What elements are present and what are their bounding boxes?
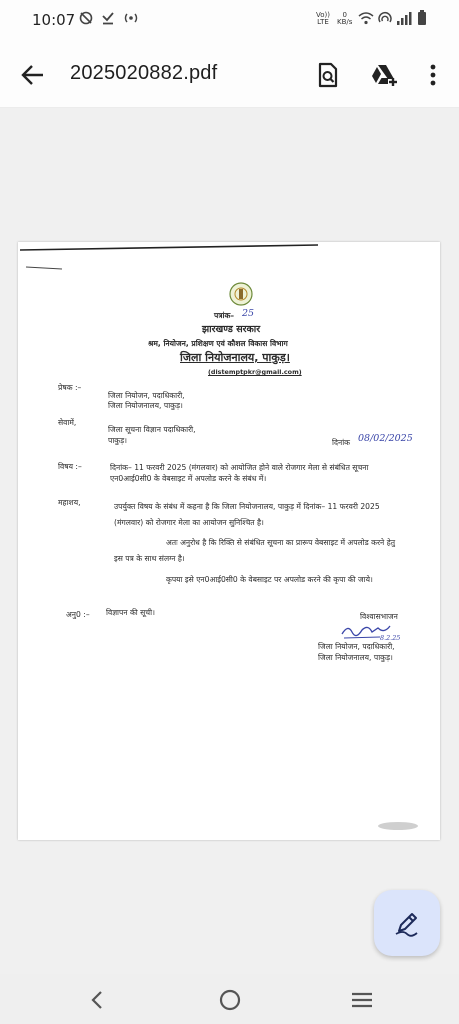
state-emblem-icon bbox=[228, 282, 254, 306]
dept-name: श्रम, नियोजन, प्रशिक्षण एवं कौशल विकास विभाग bbox=[148, 339, 288, 348]
more-vert-icon[interactable] bbox=[418, 60, 448, 90]
body-line-1: उपर्युक्त विषय के संबंध में कहना है कि जिला नियोजनालय, पाकुड़ में दिनांक– 11 फरवरी 2025 bbox=[114, 502, 380, 511]
recipient-line-1: जिला सूचना विज्ञान पदाधिकारी, bbox=[108, 425, 196, 434]
status-bar bbox=[0, 0, 459, 40]
subject-line-2: एन0आई0सी0 के वेबसाइट में अपलोड करने के संबंध में। bbox=[110, 474, 267, 483]
pdf-viewer[interactable] bbox=[0, 108, 459, 974]
download-done-icon bbox=[100, 10, 116, 26]
nav-back-icon[interactable] bbox=[84, 986, 112, 1014]
speed-unit: KB/s bbox=[337, 18, 353, 26]
ref-number: 25 bbox=[242, 308, 255, 319]
file-title: 2025020882.pdf bbox=[70, 62, 218, 84]
body-line-2: (मंगलवार) को रोजगार मेला का आयोजन सुनिश्चित है। bbox=[114, 518, 264, 527]
app-bar bbox=[0, 40, 459, 108]
volte-top: Vo)) bbox=[316, 11, 330, 19]
office-email: (distemptpkr@gmail.com) bbox=[208, 368, 302, 376]
edit-pen-icon bbox=[393, 909, 421, 937]
enclosure-label: अनु0 :– bbox=[66, 610, 90, 619]
speed-value: 0 bbox=[342, 11, 347, 19]
signal-icon bbox=[396, 10, 412, 26]
status-time: 10:07 bbox=[32, 11, 76, 29]
system-nav-bar bbox=[0, 974, 459, 1024]
sender-line-2: जिला नियोजनालय, पाकुड़। bbox=[108, 401, 183, 410]
scan-smudge bbox=[376, 820, 420, 832]
hotspot-alt-icon bbox=[377, 10, 393, 26]
body-line-4: इस पत्र के साथ संलग्न है। bbox=[114, 554, 185, 563]
closing-text: विश्वासभाजन bbox=[360, 612, 398, 621]
battery-icon bbox=[417, 10, 427, 26]
sender-label: प्रेषक :– bbox=[58, 383, 82, 392]
search-document-icon[interactable] bbox=[313, 60, 343, 90]
network-speed bbox=[337, 12, 352, 26]
date-label: दिनांक bbox=[332, 438, 351, 447]
recipient-label: सेवामें, bbox=[58, 418, 77, 427]
gov-title: झारखण्ड सरकार bbox=[202, 324, 261, 335]
body-line-3: अतः अनुरोध है कि रिक्ति से संबंधित सूचना का प्रारूप वेबसाइट में अपलोड करने हेतु bbox=[166, 538, 396, 547]
salutation: महाशय, bbox=[58, 498, 81, 507]
signature-date: 8.2.25 bbox=[380, 634, 401, 642]
back-arrow-icon[interactable] bbox=[18, 60, 48, 90]
scan-edge-line bbox=[18, 242, 440, 272]
subject-line-1: दिनांक– 11 फरवरी 2025 (मंगलवार) को आयोजित होने वाले रोजगार मेला से संबंधित सूचना bbox=[110, 463, 369, 472]
date-value: 08/02/2025 bbox=[358, 433, 413, 444]
pdf-page[interactable] bbox=[18, 242, 440, 840]
ref-label: पत्रांक– bbox=[214, 311, 235, 320]
body-line-5: कृपया इसे एन0आई0सी0 के वेबसाइट पर अपलोड करने की कृपा की जाये। bbox=[166, 575, 373, 584]
sender-line-1: जिला नियोजन, पदाधिकारी, bbox=[108, 391, 185, 400]
enclosure-text: विज्ञापन की सूची। bbox=[106, 608, 155, 617]
volte-indicator bbox=[316, 12, 330, 26]
wifi-icon bbox=[358, 10, 374, 26]
edit-fab-button[interactable] bbox=[374, 890, 440, 956]
signer-line-1: जिला नियोजन, पदाधिकारी, bbox=[318, 642, 395, 651]
sync-off-icon bbox=[78, 10, 94, 26]
nav-home-icon[interactable] bbox=[216, 986, 244, 1014]
nav-recents-icon[interactable] bbox=[348, 986, 376, 1014]
volte-bottom: LTE bbox=[317, 18, 329, 26]
add-to-drive-icon[interactable] bbox=[369, 60, 399, 90]
subject-label: विषय :– bbox=[58, 462, 82, 471]
signer-line-2: जिला नियोजनालय, पाकुड़। bbox=[318, 653, 393, 662]
recipient-line-2: पाकुड़। bbox=[108, 436, 128, 445]
hotspot-icon bbox=[122, 10, 140, 26]
office-name: जिला नियोजनालय, पाकुड़। bbox=[180, 351, 290, 364]
